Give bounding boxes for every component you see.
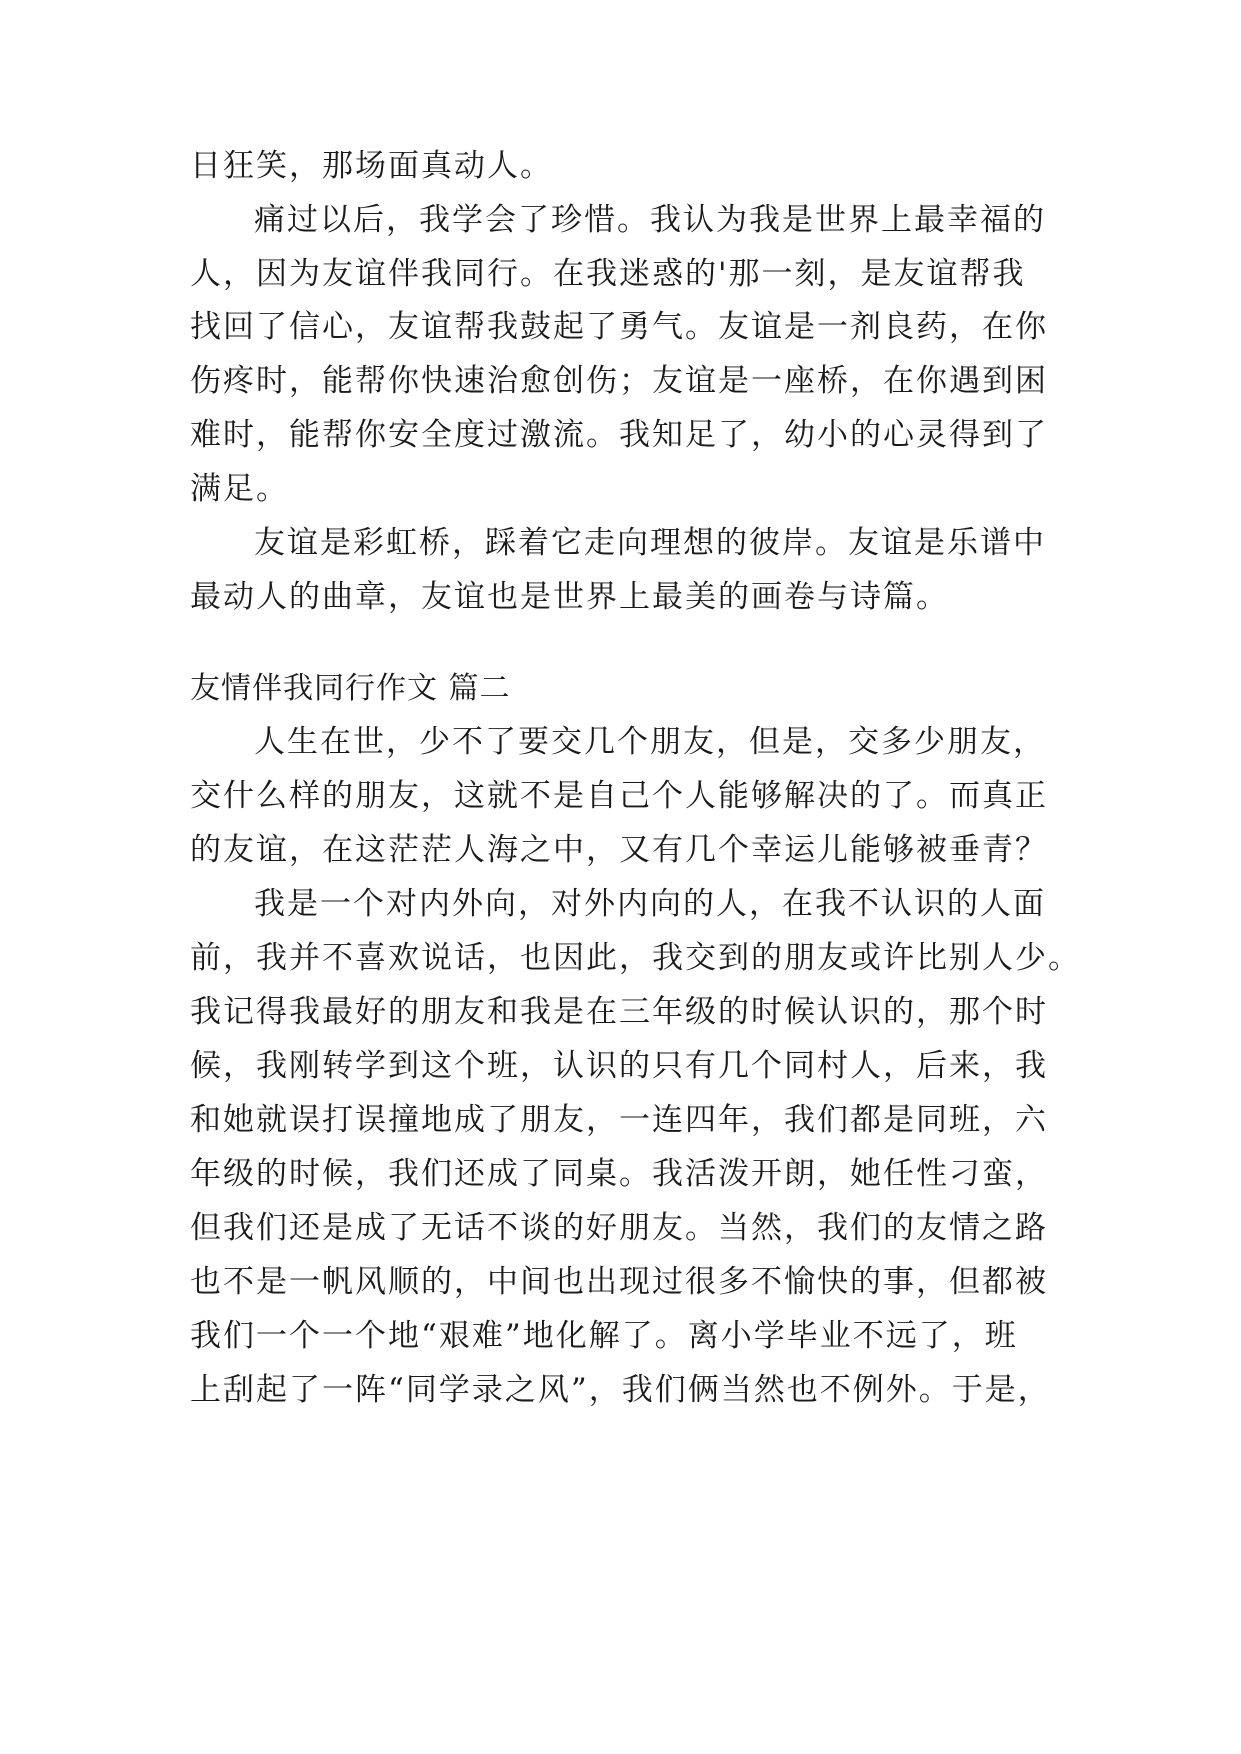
- paragraph-line: 伤疼时，能帮你快速治愈创伤；友谊是一座桥，在你遇到困: [190, 363, 1048, 399]
- paragraph-line: 最动人的曲章，友谊也是世界上最美的画卷与诗篇。: [190, 579, 949, 615]
- paragraph-line: 但我们还是成了无话不谈的好朋友。当然，我们的友情之路: [190, 1210, 1048, 1246]
- document-page: [190, 0, 1081, 1754]
- paragraph-line: 人，因为友谊伴我同行。在我迷惑的'那一刻，是友谊帮我: [190, 256, 1026, 292]
- paragraph-line: 上刮起了一阵“同学录之风”，我们俩当然也不例外。于是，: [190, 1372, 1051, 1408]
- paragraph-line: 日狂笑，那场面真动人。: [190, 148, 553, 184]
- paragraph-line: 痛过以后，我学会了珍惜。我认为我是世界上最幸福的: [254, 202, 1046, 238]
- paragraph-line: 我们一个一个地“艰难”地化解了。离小学毕业不远了，班: [190, 1318, 1018, 1354]
- paragraph-line: 和她就误打误撞地成了朋友，一连四年，我们都是同班，六: [190, 1102, 1048, 1138]
- paragraph-line: 的友谊，在这茫茫人海之中，又有几个幸运儿能够被垂青？: [190, 832, 1048, 868]
- paragraph-line: 人生在世，少不了要交几个朋友，但是，交多少朋友，: [254, 724, 1046, 760]
- section-heading: 友情伴我同行作文 篇二: [190, 671, 511, 706]
- paragraph-line: 年级的时候，我们还成了同桌。我活泼开朗，她任性刁蛮，: [190, 1156, 1048, 1192]
- paragraph-line: 交什么样的朋友，这就不是自己个人能够解决的了。而真正: [190, 778, 1048, 814]
- paragraph-line: 找回了信心，友谊帮我鼓起了勇气。友谊是一剂良药，在你: [190, 309, 1048, 345]
- paragraph-line: 前，我并不喜欢说话，也因此，我交到的朋友或许比别人少。: [190, 940, 1081, 976]
- paragraph-line: 难时，能帮你安全度过激流。我知足了，幼小的心灵得到了: [190, 417, 1048, 453]
- paragraph-line: 我记得我最好的朋友和我是在三年级的时候认识的，那个时: [190, 994, 1048, 1030]
- paragraph-line: 满足。: [190, 471, 289, 507]
- paragraph-line: 候，我刚转学到这个班，认识的只有几个同村人，后来，我: [190, 1048, 1048, 1084]
- paragraph-line: 我是一个对内外向，对外内向的人，在我不认识的人面: [254, 886, 1046, 922]
- paragraph-line: 也不是一帆风顺的，中间也出现过很多不愉快的事，但都被: [190, 1264, 1048, 1300]
- paragraph-line: 友谊是彩虹桥，踩着它走向理想的彼岸。友谊是乐谱中: [254, 525, 1046, 561]
